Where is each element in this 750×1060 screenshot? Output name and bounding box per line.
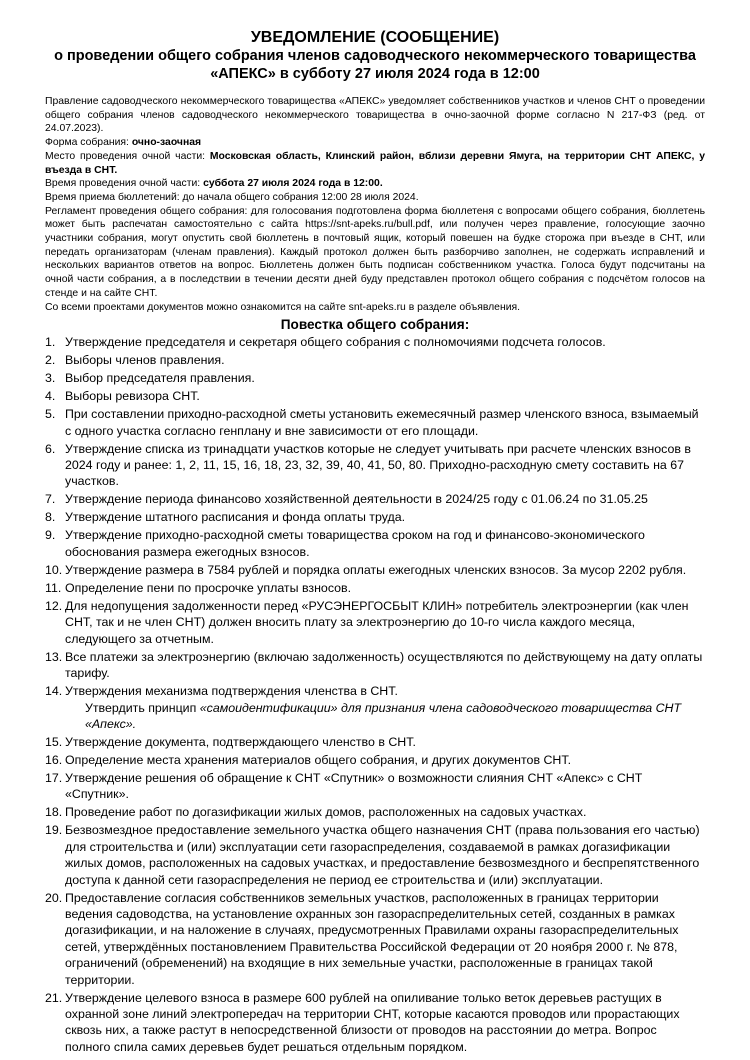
- agenda-item-text: Выборы членов правления.: [65, 353, 225, 368]
- documents-note: Со всеми проектами документов можно ознакомится на сайте snt-apeks.ru в разделе объявления.: [45, 301, 521, 313]
- agenda-item: [45, 562, 705, 578]
- agenda-item-note-emphasis: «самоидентификации» для признания члена садоводческого товарищества СНТ «Апекс».: [85, 700, 682, 731]
- agenda-item-text: Утверждение целевого взноса в размере 600 рублей на опиливание только веток деревьев растущих в охранной зоне линий электропередач на территории СНТ, которые касаются проводов или прорастающих сквозь них, а также растут в непосредственной близости от проводов на расстоянии до метра. Вопрос полного спила самих деревьев будет решаться отдельным порядком.: [65, 990, 680, 1054]
- agenda-item-note-text: Утвердить принцип: [85, 700, 200, 715]
- agenda-item: [45, 649, 705, 682]
- agenda-item-text: Предоставление согласия собственников земельных участков, расположенных в границах территории ведения садоводства, на установление охранных зон газораспределительных сетей, созданных в рамках догазификации, и на наложение в случаях, предусмотренных Правилами охраны газораспределительных сетей, утверждённых постановлением Правительства Российской Федерации от 20 ноября 2000 г. № 878, ограничений (обременений) на входящие в них земельные участки, расположенные в границах такой территории.: [65, 890, 679, 987]
- agenda-item-number: 7.: [45, 492, 56, 507]
- agenda-item-text: Утверждение приходно-расходной сметы товарищества сроком на год и финансово-экономического обоснования размера ежегодных взносов.: [65, 528, 645, 559]
- agenda-item-text: При составлении приходно-расходной сметы установить ежемесячный размер членского взноса, взымаемый с одного участка согласно генплану и вне зависимости от его площади.: [65, 407, 699, 438]
- agenda-item: [45, 334, 705, 350]
- intro-paragraph: Правление садоводческого некоммерческого товарищества «АПЕКС» уведомляет собственников участков и членов СНТ о проведении общего собрания членов садоводческого некоммерческого товарищества в очно-заочной форме согласно N 217-ФЗ (ред. от 24.07.2023).: [45, 96, 705, 135]
- agenda-item-number: 20.: [45, 890, 63, 905]
- agenda-item: [45, 406, 705, 439]
- agenda-list: [45, 334, 705, 1055]
- agenda-item-text: Выборы ревизора СНТ.: [65, 389, 200, 404]
- agenda-item-number: 21.: [45, 990, 63, 1005]
- agenda-item-text: Утверждения механизма подтверждения членства в СНТ.: [65, 684, 398, 699]
- agenda-item-text: Утверждение размера в 7584 рублей и порядка оплаты ежегодных членских взносов. За мусор 2202 рубля.: [65, 562, 687, 577]
- agenda-title: Повестка общего собрания:: [280, 317, 470, 333]
- agenda-item: [45, 822, 705, 888]
- agenda-item: [45, 441, 705, 490]
- agenda-item-text: Определение места хранения материалов общего собрания, и других документов СНТ.: [65, 752, 572, 767]
- meeting-place: [45, 150, 705, 177]
- notice-title: УВЕДОМЛЕНИЕ (СООБЩЕНИЕ): [250, 29, 500, 46]
- agenda-item: [45, 598, 705, 647]
- meeting-place-value: Московская область, Клинский район, вблизи деревни Ямуга, на территории СНТ АПЕКС, у въезда в СНТ.: [45, 150, 705, 176]
- agenda-item: [45, 370, 705, 386]
- agenda-item-number: 14.: [45, 684, 63, 699]
- agenda-item-text: Утверждение штатного расписания и фонда оплаты труда.: [65, 510, 406, 525]
- agenda-item-number: 4.: [45, 389, 56, 404]
- agenda-item: [45, 990, 705, 1056]
- agenda-item-number: 3.: [45, 371, 56, 386]
- agenda-item-number: 5.: [45, 407, 56, 422]
- agenda-item-text: Для недопущения задолженности перед «РУСЭНЕРГОСБЫТ КЛИН» потребитель электроэнергии (как член СНТ, так и не член СНТ) должен вносить плату за электроэнергию до 10-го числа каждого месяца, следующего за отчетным.: [65, 598, 689, 646]
- agenda-item: [45, 509, 705, 525]
- agenda-item-text: Выбор председателя правления.: [65, 371, 255, 386]
- agenda-item: [45, 388, 705, 404]
- meeting-form-label: Форма собрания:: [45, 137, 132, 149]
- voting-rules: Регламент проведения общего собрания: для голосования подготовлена форма бюллетеня с вопросами общего собрания, бюллетень может быть распечатан самостоятельно с сайта https://snt-apeks.ru/bull.pdf, или получен через правление, голосующие заочно участники собрания, могут опустить свой бюллетень в почтовый ящик, который повешен на будке сторожа при въезде в СНТ, или передать организаторам (членам правления). Каждый протокол должен быть разборчиво заполнен, не содержать исправлений и нескольких вариантов ответов на вопрос. Бюллетень должен быть подписан собственником участка. Голоса будут подсчитаны на очной части собрания, а в последствии в течении десяти дней буду представлен протокол общего собрания с подсчётом голосов на стенде и на сайте СНТ.: [45, 205, 705, 299]
- agenda-item-number: 15.: [45, 734, 63, 749]
- agenda-item: [45, 804, 705, 820]
- agenda-item-number: 19.: [45, 823, 63, 838]
- agenda-item-number: 16.: [45, 752, 63, 767]
- agenda-item: [45, 580, 705, 596]
- agenda-item-text: Утверждение председателя и секретаря общего собрания с полномочиями подсчета голосов.: [65, 335, 606, 350]
- agenda-item-text: Все платежи за электроэнергию (включаю задолженность) осуществляются по действующему на дату оплаты тарифу.: [65, 649, 703, 681]
- agenda-item-text: Безвозмездное предоставление земельного участка общего назначения СНТ (права пользования его частью) для строительства и (или) эксплуатации сети газораспределения, создаваемой в рамках догазификации жилых домов, расположенных на садовых участках, и предоставление безвозмездного и беспрепятственного доступа к данной сети газораспределения не период ее строительства и (или) эксплуатации.: [65, 823, 700, 887]
- meeting-form: [45, 136, 705, 150]
- agenda-item-number: 9.: [45, 528, 56, 543]
- agenda-item-number: 12.: [45, 598, 63, 613]
- agenda-item-text: Утверждение решения об обращение к СНТ «Спутник» о возможности слияния СНТ «Апекс» с СНТ «Спутник».: [65, 770, 643, 802]
- meeting-time-value: суббота 27 июля 2024 года в 12:00.: [203, 178, 383, 190]
- agenda-item-text: Определение пени по просрочке уплаты взносов.: [65, 580, 352, 595]
- agenda-item-number: 2.: [45, 353, 56, 368]
- agenda-item: [45, 491, 705, 507]
- agenda-item-number: 13.: [45, 649, 63, 664]
- notice-subtitle-line1: о проведении общего собрания членов садоводческого некоммерческого товарищества: [54, 48, 696, 64]
- meeting-form-value: очно-заочная: [131, 137, 202, 149]
- notice-subtitle-line2: «АПЕКС» в субботу 27 июля 2024 года в 12:00: [210, 66, 540, 82]
- agenda-item: [45, 752, 705, 768]
- agenda-item: [45, 770, 705, 803]
- agenda-item-note: [65, 700, 705, 733]
- agenda-item: [45, 734, 705, 750]
- agenda-item-number: 1.: [45, 335, 56, 350]
- agenda-item-text: Проведение работ по догазификации жилых домов, расположенных на садовых участках.: [65, 805, 587, 820]
- intro-section: [45, 95, 705, 314]
- agenda-item: [45, 352, 705, 368]
- agenda-item: [45, 683, 705, 732]
- agenda-item-number: 17.: [45, 770, 63, 785]
- agenda-item-text: Утверждение списка из тринадцати участков которые не следует учитывать при расчете членских взносов в 2024 году и ранее: 1, 2, 11, 15, 16, 18, 23, 32, 39, 40, 41, 50, 80. Приходно-расходную смету составить на 67 участков.: [65, 441, 691, 489]
- agenda-item-number: 6.: [45, 441, 56, 456]
- agenda-item-number: 18.: [45, 805, 63, 820]
- agenda-item-number: 11.: [45, 580, 62, 595]
- meeting-time: [45, 177, 705, 191]
- meeting-place-label: Место проведения очной части:: [45, 150, 210, 162]
- agenda-item-text: Утверждение периода финансово хозяйственной деятельности в 2024/25 году с 01.06.24 по 31.05.25: [65, 492, 648, 507]
- meeting-time-label: Время проведения очной части:: [45, 178, 204, 190]
- agenda-item: [45, 890, 705, 988]
- ballot-deadline: Время приема бюллетений: до начала общего собрания 12:00 28 июля 2024.: [45, 191, 419, 203]
- agenda-item: [45, 527, 705, 560]
- agenda-item-number: 10.: [45, 562, 63, 577]
- agenda-item-number: 8.: [45, 510, 56, 525]
- agenda-item-text: Утверждение документа, подтверждающего членство в СНТ.: [65, 734, 416, 749]
